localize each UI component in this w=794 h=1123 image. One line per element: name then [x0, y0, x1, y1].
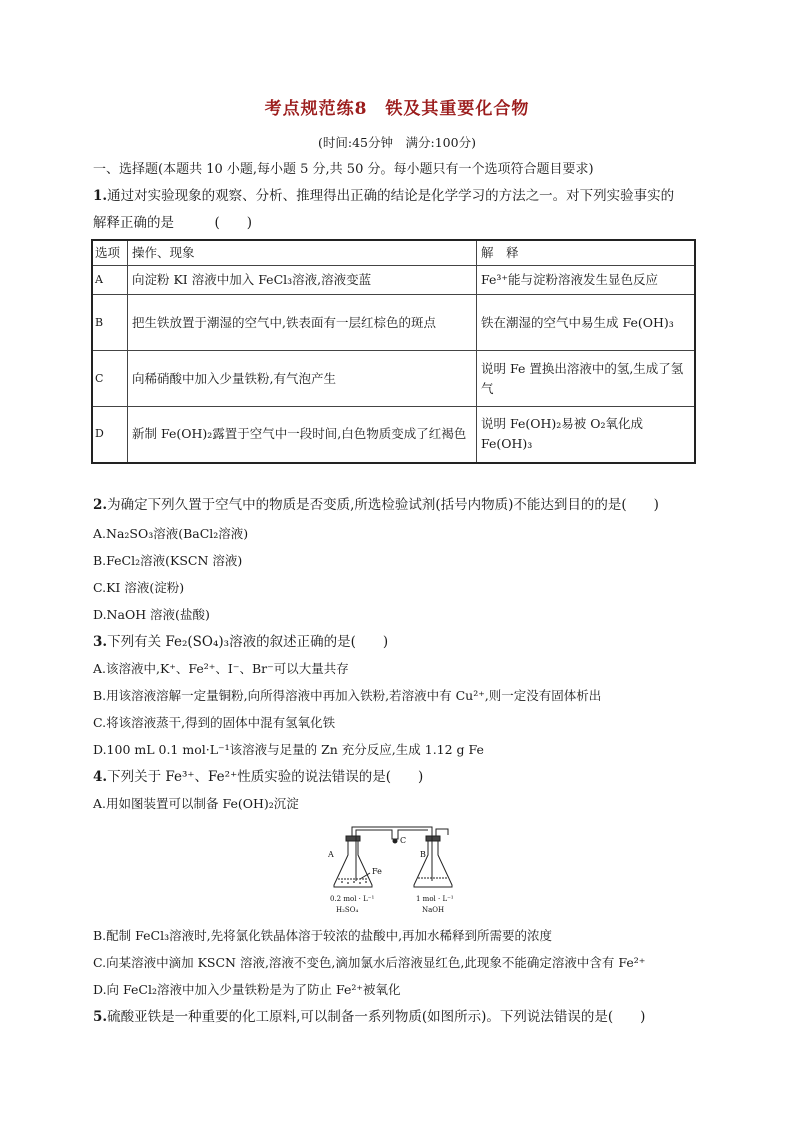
label-clamp-c: C [400, 836, 407, 845]
option-c: C.KI 溶液(淀粉) [93, 580, 185, 595]
label-left-reagent: H₂SO₄ [336, 906, 359, 914]
flask-b-icon [414, 839, 452, 887]
stopper-b-icon [426, 836, 440, 841]
table-cell-operation: 新制 Fe(OH)₂露置于空气中一段时间,白色物质变成了红褐色 [128, 407, 477, 463]
table-cell-operation: 向淀粉 KI 溶液中加入 FeCl₃溶液,溶液变蓝 [128, 266, 477, 295]
table-cell-operation: 把生铁放置于潮湿的空气中,铁表面有一层红棕色的斑点 [128, 295, 477, 351]
question-text: 为确定下列久置于空气中的物质是否变质,所选检验试剂(括号内物质)不能达到目的的是( ) [107, 497, 659, 513]
table-cell-option: B [92, 295, 128, 351]
table-cell-explanation: 铁在潮湿的空气中易生成 Fe(OH)₃ [477, 295, 696, 351]
question-text: 下列关于 Fe³⁺、Fe²⁺性质实验的说法错误的是( ) [107, 769, 424, 785]
question-text: 下列有关 Fe₂(SO₄)₃溶液的叙述正确的是( ) [107, 634, 389, 650]
label-right-reagent: NaOH [422, 906, 445, 914]
table-cell-explanation: Fe³⁺能与淀粉溶液发生显色反应 [477, 266, 696, 295]
page-subtitle: (时间:45分钟 满分:100分) [318, 135, 476, 150]
table-header-row [92, 240, 695, 266]
option-b: B.FeCl₂溶液(KSCN 溶液) [93, 553, 243, 568]
page-title: 考点规范练8 铁及其重要化合物 [264, 99, 530, 119]
clamp-c-icon [393, 839, 397, 843]
label-right-conc: 1 mol · L⁻¹ [416, 895, 454, 903]
label-left-conc: 0.2 mol · L⁻¹ [330, 895, 375, 903]
question-2 [93, 496, 659, 514]
question-3 [93, 633, 388, 651]
section-heading: 一、选择题(本题共 10 小题,每小题 5 分,共 50 分。每小题只有一个选项符合题目要求) [93, 162, 594, 177]
flask-a-icon [334, 839, 372, 887]
question-5 [93, 1008, 645, 1026]
table-cell-explanation: 说明 Fe 置换出溶液中的氢,生成了氢气 [477, 351, 696, 407]
question-1-cont: 解释正确的是 ( ) [93, 215, 253, 231]
option-b: B.配制 FeCl₃溶液时,先将氯化铁晶体溶于较浓的盐酸中,再加水稀释到所需要的浓度 [93, 928, 553, 943]
option-b: B.用该溶液溶解一定量铜粉,向所得溶液中再加入铁粉,若溶液中有 Cu²⁺,则一定没有固体析出 [93, 688, 602, 703]
table-row [92, 266, 695, 295]
table-cell-option: C [92, 351, 128, 407]
table-cell-explanation: 说明 Fe(OH)₂易被 O₂氧化成 Fe(OH)₃ [477, 407, 696, 463]
question-number: 3. [93, 634, 108, 650]
table-row [92, 351, 695, 407]
question-number: 2. [93, 497, 108, 513]
option-c: C.将该溶液蒸干,得到的固体中混有氢氧化铁 [93, 715, 336, 730]
q1-answer-table [91, 239, 696, 464]
table-header: 选项 [92, 240, 128, 266]
apparatus-figure [328, 821, 478, 921]
option-a: A.该溶液中,K⁺、Fe²⁺、I⁻、Br⁻可以大量共存 [93, 661, 349, 676]
option-d: D.NaOH 溶液(盐酸) [93, 607, 210, 622]
option-a: A.Na₂SO₃溶液(BaCl₂溶液) [93, 526, 249, 541]
table-cell-option: A [92, 266, 128, 295]
label-fe: Fe [372, 867, 382, 876]
question-4 [93, 768, 423, 786]
question-1 [93, 187, 674, 205]
table-header: 解 释 [477, 240, 696, 266]
option-c: C.向某溶液中滴加 KSCN 溶液,溶液不变色,滴加氯水后溶液显红色,此现象不能确定溶液中含有 Fe²⁺ [93, 955, 646, 970]
question-text: 硫酸亚铁是一种重要的化工原料,可以制备一系列物质(如图所示)。下列说法错误的是( ) [107, 1009, 646, 1025]
table-header: 操作、现象 [128, 240, 477, 266]
option-d: D.向 FeCl₂溶液中加入少量铁粉是为了防止 Fe²⁺被氧化 [93, 982, 401, 997]
table-cell-operation: 向稀硝酸中加入少量铁粉,有气泡产生 [128, 351, 477, 407]
question-number: 1. [93, 188, 108, 204]
table-row [92, 407, 695, 463]
question-number: 5. [93, 1009, 108, 1025]
label-flask-a: A [328, 850, 334, 859]
label-flask-b: B [420, 850, 426, 859]
option-a: A.用如图装置可以制备 Fe(OH)₂沉淀 [93, 796, 299, 811]
question-text: 通过对实验现象的观察、分析、推理得出正确的结论是化学学习的方法之一。对下列实验事实的 [107, 188, 675, 204]
table-cell-option: D [92, 407, 128, 463]
table-row [92, 295, 695, 351]
stopper-a-icon [346, 836, 360, 841]
option-d: D.100 mL 0.1 mol·L⁻¹该溶液与足量的 Zn 充分反应,生成 1.12 g Fe [93, 742, 484, 757]
question-number: 4. [93, 769, 108, 785]
